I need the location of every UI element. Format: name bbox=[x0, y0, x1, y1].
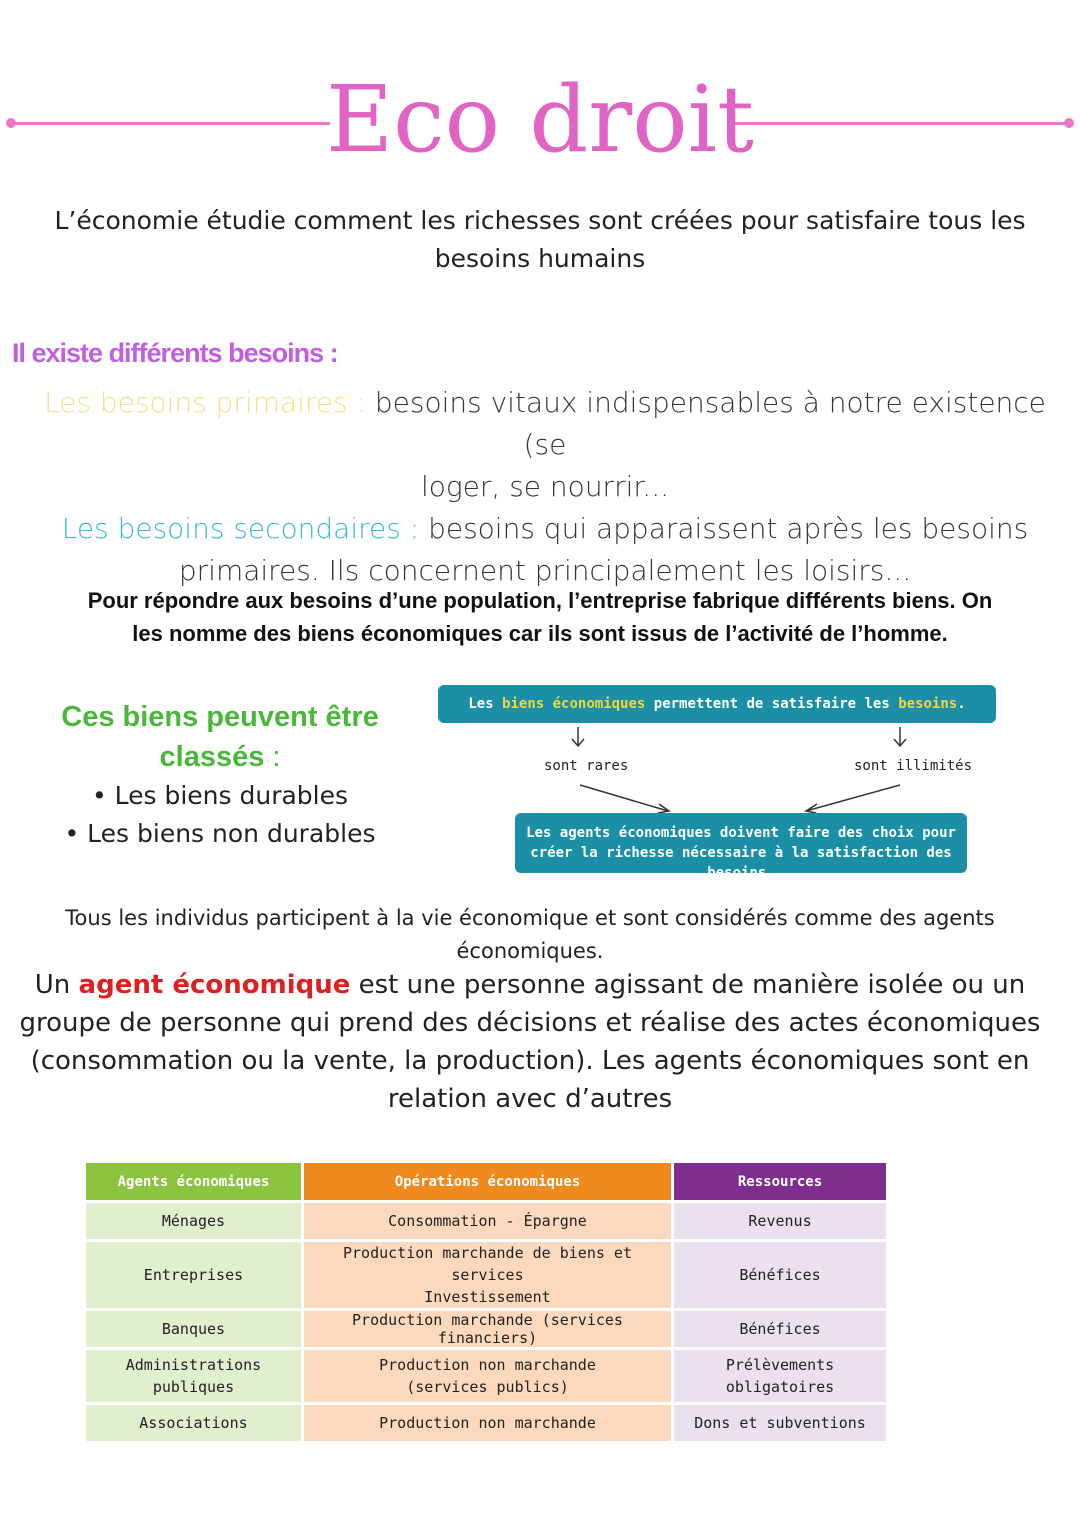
table-row bbox=[85, 1404, 888, 1443]
cell-ressource-line: Revenus bbox=[748, 1212, 812, 1230]
diagram-box-top bbox=[438, 685, 996, 723]
diagram-label-rares: sont rares bbox=[544, 758, 629, 774]
cell-agent bbox=[85, 1349, 303, 1404]
cell-operation-line: Production non marchande bbox=[379, 1356, 596, 1374]
classes-title-word: classés bbox=[159, 741, 265, 773]
cell-operation-line: Production non marchande bbox=[379, 1414, 596, 1432]
cell-agent bbox=[85, 1310, 303, 1349]
cell-operation bbox=[302, 1202, 672, 1241]
cell-operation-line: Consommation - Épargne bbox=[388, 1212, 587, 1230]
diagram-label-illimites: sont illimités bbox=[854, 758, 973, 774]
besoins-primaires-text-2: loger, se nourrir... bbox=[420, 470, 670, 503]
table-row bbox=[85, 1202, 888, 1241]
diagram-top-highlight-besoins: besoins bbox=[898, 696, 958, 712]
agent-def-line-4: relation avec d’autres bbox=[387, 1084, 673, 1114]
classes-item-non-durables: • Les biens non durables bbox=[64, 819, 376, 848]
cell-ressource-line: obligatoires bbox=[725, 1378, 835, 1396]
cell-ressource bbox=[673, 1349, 888, 1404]
besoins-primaires-line-1 bbox=[20, 382, 1070, 466]
classes-title-colon: : bbox=[264, 741, 281, 773]
table-header-agents: Agents économiques bbox=[85, 1162, 303, 1202]
cell-ressource-line: Prélèvements bbox=[725, 1356, 835, 1374]
classes-title-line-1: Ces biens peuvent être bbox=[61, 701, 379, 733]
intro-line-1: L’économie étudie comment les richesses sont créées pour satisfaire tous les bbox=[54, 206, 1026, 235]
besoins-primaires-label: Les besoins primaires : bbox=[44, 386, 366, 419]
besoins-secondaires-label: Les besoins secondaires : bbox=[61, 512, 420, 545]
table-row bbox=[85, 1241, 888, 1310]
table-header-operations: Opérations économiques bbox=[302, 1162, 672, 1202]
cell-agent-line: Ménages bbox=[161, 1212, 226, 1230]
cell-ressource bbox=[673, 1404, 888, 1443]
diagram-bottom-line-1: Les agents économiques doivent faire des choix pour bbox=[526, 825, 956, 841]
agents-table bbox=[83, 1160, 889, 1444]
agent-def-line-2: groupe de personne qui prend des décisions et réalise des actes économiques bbox=[19, 1008, 1041, 1038]
cell-agent-line: Administrations bbox=[125, 1356, 262, 1374]
agent-def-line-1 bbox=[10, 966, 1050, 1004]
cell-agent-line: publiques bbox=[152, 1378, 235, 1396]
besoins-list bbox=[20, 382, 1070, 592]
entreprise-line-1: Pour répondre aux besoins d’une population, l’entreprise fabrique différents biens. On bbox=[87, 588, 993, 613]
besoins-primaires-text-1: besoins vitaux indispensables à notre existence (se bbox=[365, 386, 1046, 461]
table-header-row bbox=[85, 1162, 888, 1202]
cell-agent-line: Associations bbox=[139, 1414, 248, 1432]
cell-ressource bbox=[673, 1241, 888, 1310]
cell-ressource bbox=[673, 1202, 888, 1241]
besoins-secondaires-text-1: besoins qui apparaissent après les besoins bbox=[419, 512, 1029, 545]
classes-title-line-2 bbox=[20, 737, 420, 777]
besoins-secondaires-text-2: primaires. Ils concernent principalement les loisirs... bbox=[178, 554, 912, 587]
classes-block bbox=[20, 697, 420, 853]
cell-operation-line: Production marchande (services financiers) bbox=[352, 1311, 623, 1347]
participent-line-1: Tous les individus participent à la vie économique et sont considérés comme des agents bbox=[65, 906, 995, 930]
agent-def-line-1-rest: est une personne agissant de manière isolée ou un bbox=[350, 970, 1026, 1000]
cell-ressource-line: Bénéfices bbox=[739, 1266, 821, 1284]
table-row bbox=[85, 1310, 888, 1349]
agent-def-term: agent économique bbox=[78, 970, 351, 1000]
cell-operation bbox=[302, 1241, 672, 1310]
cell-operation bbox=[302, 1349, 672, 1404]
diagram-top-text-pre: Les bbox=[468, 696, 503, 712]
arrow-diag-left bbox=[580, 785, 668, 811]
arrow-diag-right bbox=[806, 785, 900, 811]
page-title: Eco droit bbox=[326, 66, 754, 173]
cell-agent-line: Entreprises bbox=[143, 1266, 244, 1284]
participent-paragraph bbox=[0, 902, 1060, 968]
cell-operation-line: Investissement bbox=[424, 1288, 551, 1306]
cell-ressource-line: Dons et subventions bbox=[694, 1414, 866, 1432]
table-body bbox=[85, 1202, 888, 1443]
cell-agent-line: Banques bbox=[161, 1320, 226, 1338]
entreprise-paragraph bbox=[0, 584, 1080, 650]
besoins-heading: Il existe différents besoins : bbox=[12, 338, 338, 368]
cell-ressource bbox=[673, 1310, 888, 1349]
intro-line-2: besoins humains bbox=[434, 244, 646, 273]
agent-def-line-3: (consommation ou la vente, la production). Les agents économiques sont en bbox=[30, 1046, 1030, 1076]
cell-operation bbox=[302, 1404, 672, 1443]
diagram-top-highlight-biens: biens économiques bbox=[502, 696, 646, 712]
cell-agent bbox=[85, 1404, 303, 1443]
classes-item-durables: • Les biens durables bbox=[91, 781, 349, 810]
entreprise-line-2: les nomme des biens économiques car ils sont issus de l’activité de l’homme. bbox=[132, 621, 948, 646]
agent-definition bbox=[10, 966, 1050, 1118]
diagram-top-text-end: . bbox=[957, 696, 966, 712]
table-row bbox=[85, 1349, 888, 1404]
cell-agent bbox=[85, 1241, 303, 1310]
besoins-secondaires-line-1 bbox=[20, 508, 1070, 550]
cell-ressource-line: Bénéfices bbox=[739, 1320, 821, 1338]
cell-agent bbox=[85, 1202, 303, 1241]
cell-operation-line: Production marchande de biens et services bbox=[343, 1244, 632, 1284]
table-header-ressources: Ressources bbox=[673, 1162, 888, 1202]
cell-operation bbox=[302, 1310, 672, 1349]
intro-paragraph bbox=[0, 202, 1080, 278]
cell-operation-line: (services publics) bbox=[406, 1378, 569, 1396]
diagram-top-text-mid: permettent de satisfaire les bbox=[645, 696, 899, 712]
title-row bbox=[0, 66, 1080, 173]
besoins-diagram bbox=[438, 685, 998, 880]
participent-line-2: économiques. bbox=[456, 939, 604, 963]
diagram-bottom-line-2: créer la richesse nécessaire à la satisfaction des besoins. bbox=[530, 845, 952, 881]
diagram-box-bottom bbox=[515, 813, 967, 881]
agent-def-pre: Un bbox=[34, 970, 79, 1000]
